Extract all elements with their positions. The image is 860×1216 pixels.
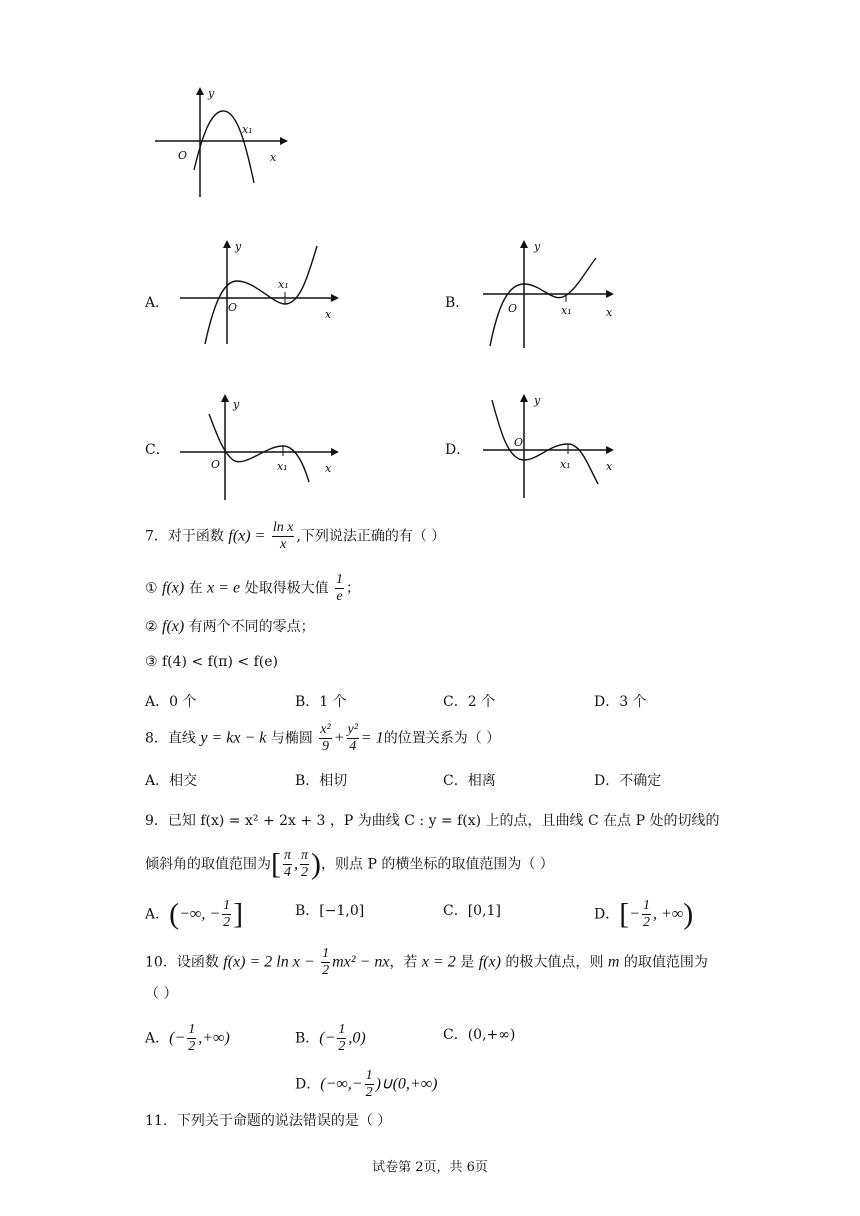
one-over-e (335, 572, 344, 605)
denominator: e (336, 589, 343, 604)
text: 倾斜角的取值范围为 (145, 856, 271, 873)
denominator: 4 (349, 739, 357, 754)
page-footer: 试卷第 2页，共 6页 (372, 1160, 488, 1175)
text: 的取值范围为 (623, 954, 708, 971)
q9-option-b[interactable]: B．[−1,0] (295, 903, 365, 919)
math: m (607, 953, 620, 971)
math: )∪(0,+∞) (375, 1075, 438, 1093)
option-letter: B． (295, 1030, 320, 1047)
text: 的极大值点，则 (505, 954, 604, 971)
y-axis-label: y (233, 398, 240, 411)
denominator: 2 (188, 1039, 196, 1054)
origin-label: O (228, 301, 238, 314)
q7-statement-3: ③ f(4) < f(π) < f(e) (145, 654, 278, 670)
text: ，则点 P 的横坐标的取值范围为（ ） (321, 856, 554, 873)
line-equation: y = kx − k (200, 729, 267, 747)
option-c-label: C． (145, 442, 170, 458)
y-axis-label: y (534, 240, 541, 253)
text: 有两个不同的零点； (188, 619, 315, 635)
one-half (642, 898, 651, 931)
x-axis-label: x (606, 306, 613, 319)
left-bracket: [ (619, 897, 630, 931)
numerator: x² (320, 722, 331, 737)
option-a-label: A． (145, 295, 170, 311)
numerator: 1 (336, 572, 344, 587)
option-letter: D． (295, 1076, 321, 1093)
text: 与椭圆 (270, 730, 313, 747)
origin-label: O (178, 149, 188, 162)
statement-number: ② (145, 619, 158, 635)
y2-over-4 (347, 722, 359, 755)
math: − (629, 905, 641, 923)
q9-option-d[interactable] (594, 898, 693, 931)
q7-numerator: ln x (272, 520, 294, 535)
q7-option-d[interactable]: D．3 个 (594, 694, 647, 710)
math: ,+∞) (198, 1029, 230, 1047)
denominator: 9 (321, 739, 329, 754)
denominator: 4 (284, 865, 291, 880)
text: ，若 (389, 954, 418, 971)
option-c-graph (175, 390, 345, 502)
math: (− (169, 1029, 186, 1047)
numerator: π (301, 848, 309, 863)
x-axis-label: x (325, 308, 332, 321)
math: mx² − nx (332, 953, 390, 971)
text: 在 (188, 580, 203, 597)
option-letter: A． (145, 1030, 170, 1047)
q7-option-b[interactable]: B．1 个 (295, 694, 347, 710)
math: −∞, − (179, 905, 221, 923)
denominator: 2 (643, 915, 651, 930)
comma: , (294, 855, 299, 873)
denominator: 2 (301, 865, 309, 880)
one-half (222, 898, 231, 931)
math-x-eq-e: x = e (207, 579, 241, 597)
x1-label: x₁ (278, 278, 289, 291)
numerator: 1 (188, 1022, 196, 1037)
question-9-line-2 (145, 848, 554, 881)
option-b-label: B． (445, 295, 470, 311)
q9-option-c[interactable]: C．[0,1] (443, 903, 501, 919)
main-graph (150, 85, 290, 200)
denominator: 2 (365, 1085, 373, 1100)
left-parenthesis: ( (169, 897, 180, 931)
numerator: y² (347, 722, 358, 737)
q10-option-b[interactable] (295, 1022, 366, 1055)
right-bracket: ] (233, 897, 244, 931)
denominator: 2 (223, 915, 231, 930)
x-axis-label: x (325, 462, 332, 475)
origin-label: O (514, 436, 524, 449)
math: (−∞,− (320, 1075, 363, 1093)
q7-suffix: ,下列说法正确的有（ ） (296, 528, 446, 545)
right-parenthesis: ) (311, 847, 322, 881)
numerator: 1 (223, 898, 231, 913)
denominator: 2 (322, 963, 330, 978)
numerator: 1 (643, 898, 651, 913)
math: x = 2 (421, 953, 456, 971)
origin-label: O (211, 458, 221, 471)
q7-option-a[interactable]: A．0 个 (145, 694, 197, 710)
q8-option-c[interactable]: C．相离 (443, 773, 496, 789)
left-bracket: [ (271, 847, 281, 881)
option-letter: D． (594, 906, 620, 923)
denominator: 2 (338, 1039, 346, 1054)
question-10-line-2: （ ） (145, 986, 178, 1002)
text: 处取得极大值 (244, 580, 329, 597)
q8-option-d[interactable]: D．不确定 (594, 773, 662, 789)
y-axis-label: y (235, 240, 242, 253)
one-half (365, 1068, 374, 1101)
q7-fraction (272, 520, 295, 553)
y-axis-label: y (208, 87, 215, 100)
q9-option-a[interactable] (145, 898, 243, 931)
q7-denominator: x (280, 537, 287, 552)
q8-option-a[interactable]: A．相交 (145, 773, 198, 789)
text: 10．设函数 (145, 954, 219, 971)
math: (− (319, 1029, 336, 1047)
q7-statement-1 (145, 572, 360, 605)
q8-option-b[interactable]: B．相切 (295, 773, 348, 789)
numerator: 1 (338, 1022, 346, 1037)
math-fx: f(x) (162, 618, 185, 635)
option-b-graph (478, 236, 648, 348)
x-axis-label: x (606, 460, 613, 473)
pi-over-4 (283, 848, 292, 881)
x1-label: x₁ (277, 460, 288, 473)
numerator: π (284, 848, 292, 863)
q7-function: f(x) = (228, 527, 266, 545)
x1-label: x₁ (560, 458, 571, 471)
origin-label: O (508, 302, 518, 315)
q10-option-a[interactable] (145, 1022, 230, 1055)
math: ,0) (348, 1029, 366, 1047)
one-half (321, 946, 330, 979)
plus-sign: + (333, 729, 345, 747)
q8-prefix: 8．直线 (145, 730, 196, 747)
x-axis-label: x (270, 151, 277, 164)
math: f(x) (478, 953, 501, 971)
text: ； (346, 580, 361, 597)
math: f(x) = 2 ln x − (223, 953, 315, 971)
option-letter: A． (145, 906, 170, 923)
q10-option-d[interactable] (295, 1068, 437, 1101)
numerator: 1 (322, 946, 330, 961)
pi-over-2 (300, 848, 309, 881)
q7-option-c[interactable]: C．2 个 (443, 694, 496, 710)
option-d-label: D． (445, 442, 471, 458)
q7-statement-2 (145, 617, 315, 637)
q8-suffix: 的位置关系为（ ） (383, 730, 501, 747)
option-a-graph (175, 236, 345, 348)
root-label: x₁ (242, 123, 253, 136)
question-9-line-1: 9．已知 f(x) = x² + 2x + 3 ，P 为曲线 C : y = f(x) 上的点，且曲线 C 在点 P 处的切线的 (145, 813, 720, 829)
q10-option-c[interactable]: C．(0,+∞) (443, 1027, 516, 1043)
question-11-stem: 11．下列关于命题的说法错误的是（ ） (145, 1113, 392, 1129)
x2-over-9 (319, 722, 331, 755)
question-10-line-1 (145, 946, 708, 979)
math: , +∞ (653, 905, 684, 923)
text: 是 (460, 954, 475, 971)
question-8-stem (145, 722, 500, 755)
right-parenthesis: ) (683, 897, 694, 931)
statement-number: ① (145, 580, 158, 597)
equals-one: = 1 (360, 729, 384, 747)
math-fx: f(x) (162, 579, 185, 597)
y-axis-label: y (534, 394, 541, 407)
x1-label: x₁ (561, 304, 572, 317)
one-half (337, 1022, 346, 1055)
option-d-graph (478, 390, 648, 502)
numerator: 1 (365, 1068, 373, 1083)
q7-prefix: 7．对于函数 (145, 528, 224, 545)
one-half (187, 1022, 196, 1055)
question-7-stem (145, 520, 445, 553)
